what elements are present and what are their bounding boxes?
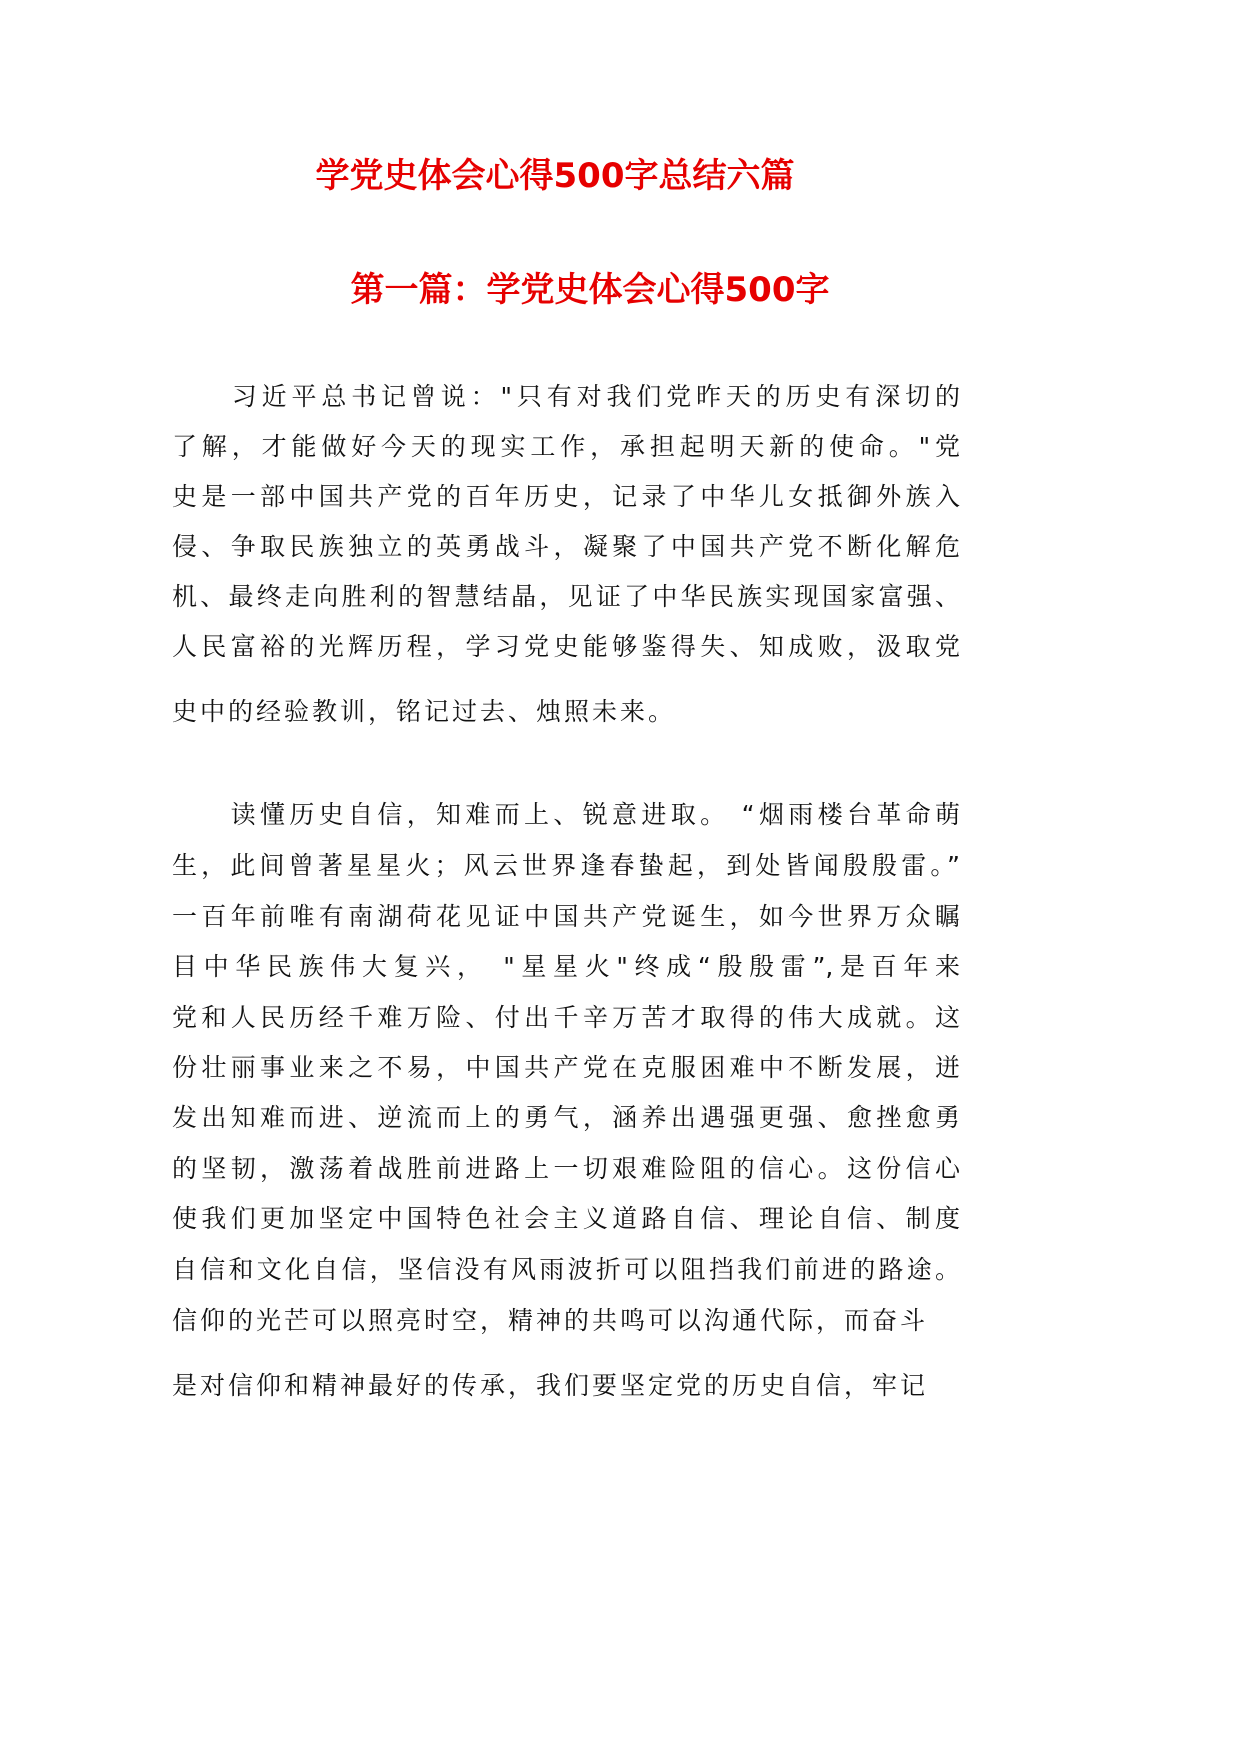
- document-title: 学党史体会心得500字总结六篇: [315, 156, 795, 196]
- paragraph-2-line: 目中华民族伟大复兴， "星星火"终成“殷殷雷”,是百年来: [172, 952, 960, 981]
- paragraph-2-line: 读懂历史自信，知难而上、锐意进取。 “烟雨楼台革命萌: [172, 800, 960, 829]
- paragraph-2-line: 份壮丽事业来之不易，中国共产党在克服困难中不断发展，迸: [172, 1053, 960, 1082]
- paragraph-1-line: 侵、争取民族独立的英勇战斗，凝聚了中国共产党不断化解危: [172, 532, 960, 561]
- paragraph-1-line: 习近平总书记曾说："只有对我们党昨天的历史有深切的: [172, 382, 960, 411]
- paragraph-2-line: 一百年前唯有南湖荷花见证中国共产党诞生，如今世界万众瞩: [172, 902, 960, 931]
- paragraph-2-line: 党和人民历经千难万险、付出千辛万苦才取得的伟大成就。这: [172, 1003, 960, 1032]
- paragraph-2-line: 的坚韧，激荡着战胜前进路上一切艰难险阻的信心。这份信心: [172, 1154, 960, 1183]
- paragraph-1-line: 机、最终走向胜利的智慧结晶，见证了中华民族实现国家富强、: [172, 582, 960, 611]
- paragraph-1-line: 人民富裕的光辉历程，学习党史能够鉴得失、知成败，汲取党: [172, 632, 960, 661]
- paragraph-2-line: 使我们更加坚定中国特色社会主义道路自信、理论自信、制度: [172, 1204, 960, 1233]
- paragraph-1-line: 史是一部中国共产党的百年历史，记录了中华儿女抵御外族入: [172, 482, 960, 511]
- paragraph-1-line: 史中的经验教训，铭记过去、烛照未来。: [172, 697, 677, 726]
- paragraph-2-line: 生，此间曾著星星火；风云世界逢春蛰起，到处皆闻殷殷雷。”: [172, 851, 960, 880]
- paragraph-1-line: 了解，才能做好今天的现实工作，承担起明天新的使命。"党: [172, 432, 960, 461]
- paragraph-2-line: 信仰的光芒可以照亮时空，精神的共鸣可以沟通代际，而奋斗: [172, 1306, 929, 1335]
- paragraph-2-line: 自信和文化自信，坚信没有风雨波折可以阻挡我们前进的路途。: [172, 1255, 960, 1284]
- paragraph-2-line: 是对信仰和精神最好的传承，我们要坚定党的历史自信，牢记: [172, 1371, 929, 1400]
- section-heading: 第一篇：学党史体会心得500字: [350, 270, 830, 310]
- paragraph-2-line: 发出知难而进、逆流而上的勇气，涵养出遇强更强、愈挫愈勇: [172, 1103, 960, 1132]
